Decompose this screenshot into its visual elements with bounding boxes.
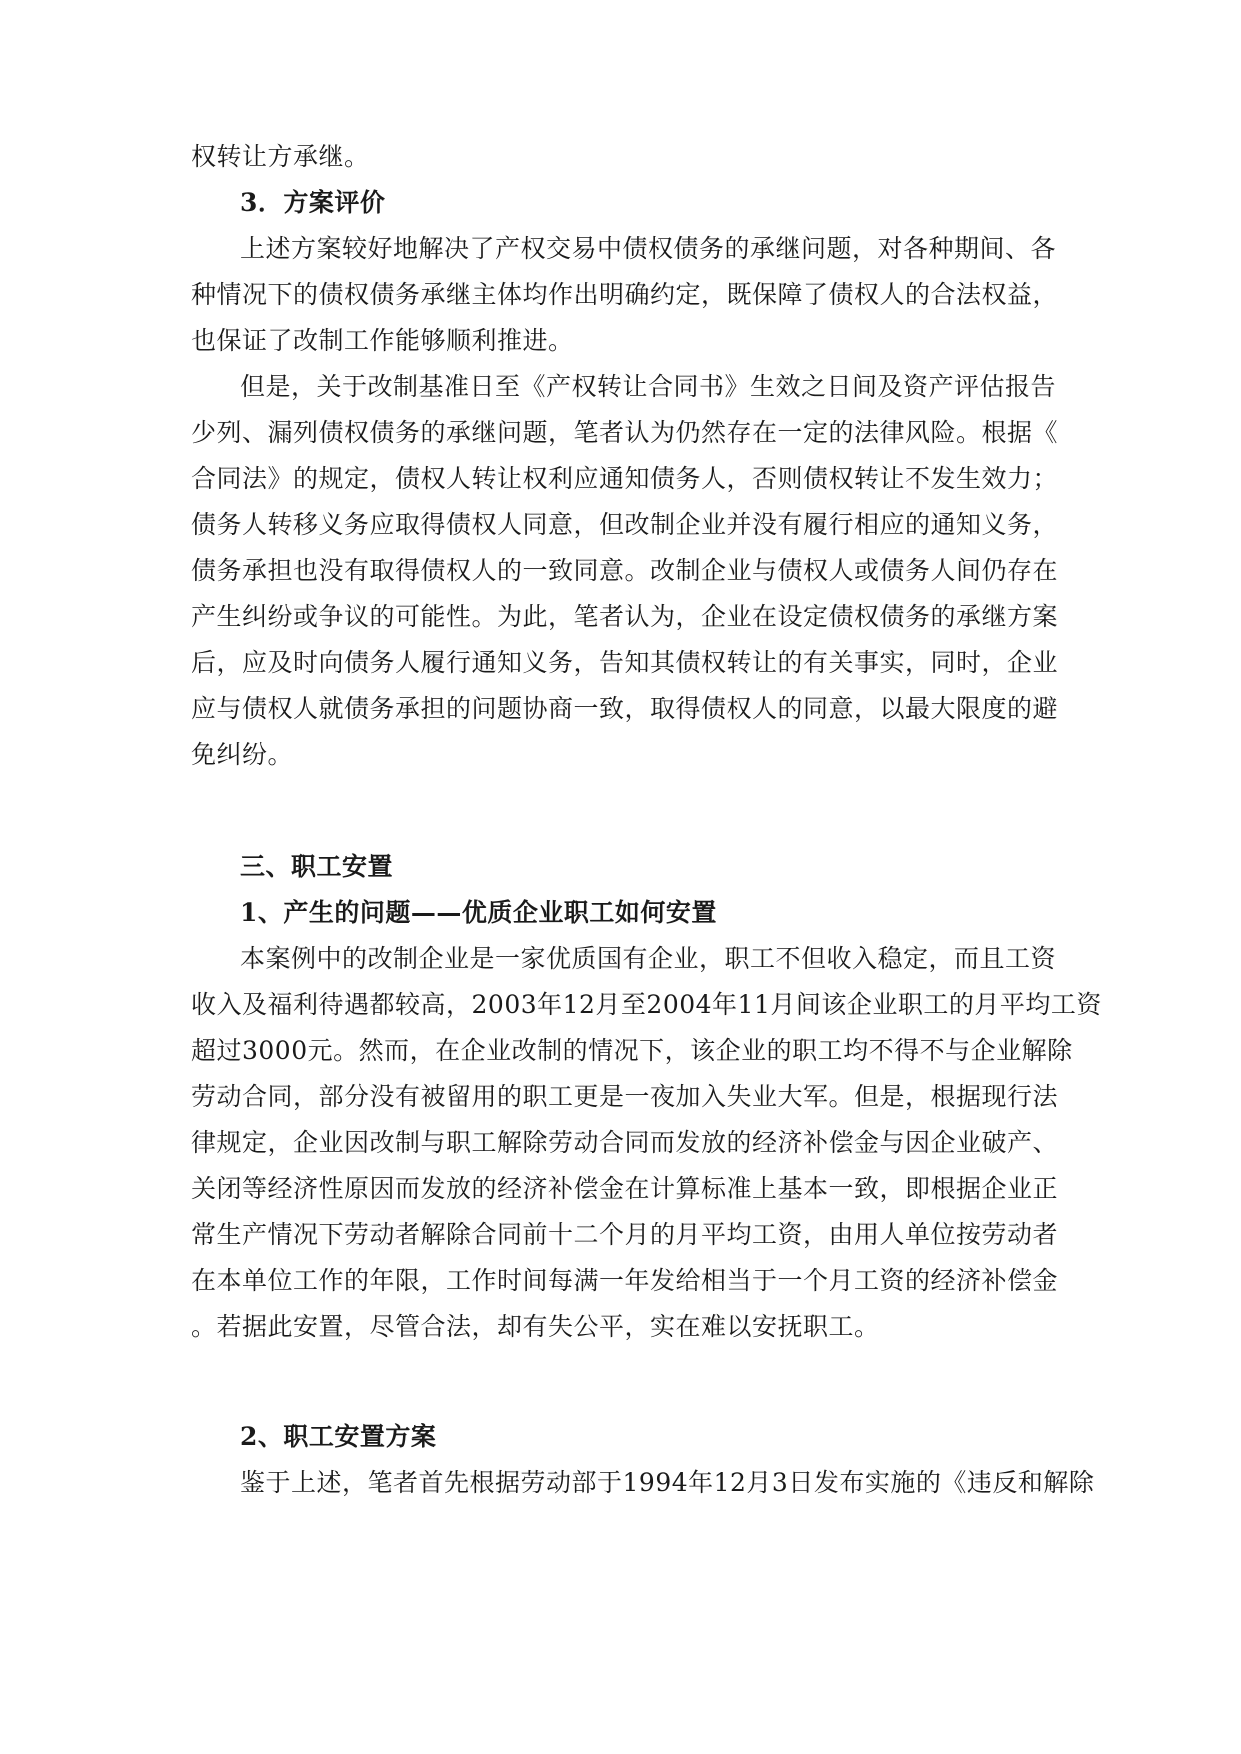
paragraph-line: 应与债权人就债务承担的问题协商一致，取得债权人的同意，以最大限度的避 xyxy=(191,694,1059,723)
paragraph-line: 超过3000元。然而，在企业改制的情况下，该企业的职工均不得不与企业解除 xyxy=(191,1036,1073,1065)
paragraph-line: 也保证了改制工作能够顺利推进。 xyxy=(191,326,574,355)
paragraph-line: 收入及福利待遇都较高，2003年12月至2004年11月间该企业职工的月平均工资 xyxy=(191,990,1102,1019)
paragraph-line: 权转让方承继。 xyxy=(191,142,370,171)
paragraph-line: 但是，关于改制基准日至《产权转让合同书》生效之日间及资产评估报告 xyxy=(240,372,1057,401)
paragraph-line: 常生产情况下劳动者解除合同前十二个月的月平均工资，由用人单位按劳动者 xyxy=(191,1220,1059,1249)
paragraph-line: 产生纠纷或争议的可能性。为此，笔者认为，企业在设定债权债务的承继方案 xyxy=(191,602,1059,631)
paragraph-line: 关闭等经济性原因而发放的经济补偿金在计算标准上基本一致，即根据企业正 xyxy=(191,1174,1059,1203)
subsection-heading: 1、产生的问题——优质企业职工如何安置 xyxy=(240,898,717,927)
paragraph-line: 律规定，企业因改制与职工解除劳动合同而发放的经济补偿金与因企业破产、 xyxy=(191,1128,1059,1157)
paragraph-line: 鉴于上述，笔者首先根据劳动部于1994年12月3日发布实施的《违反和解除 xyxy=(240,1468,1095,1497)
paragraph-line: 。若据此安置，尽管合法，却有失公平，实在难以安抚职工。 xyxy=(191,1312,880,1341)
paragraph-line: 本案例中的改制企业是一家优质国有企业，职工不但收入稳定，而且工资 xyxy=(240,944,1057,973)
paragraph-line: 免纠纷。 xyxy=(191,740,294,769)
paragraph-line: 上述方案较好地解决了产权交易中债权债务的承继问题，对各种期间、各 xyxy=(240,234,1057,263)
paragraph-line: 债务承担也没有取得债权人的一致同意。改制企业与债权人或债务人间仍存在 xyxy=(191,556,1059,585)
paragraph-line: 少列、漏列债权债务的承继问题，笔者认为仍然存在一定的法律风险。根据《 xyxy=(191,418,1059,447)
paragraph-line: 合同法》的规定，债权人转让权利应通知债务人，否则债权转让不发生效力； xyxy=(191,464,1059,493)
paragraph-line: 劳动合同，部分没有被留用的职工更是一夜加入失业大军。但是，根据现行法 xyxy=(191,1082,1059,1111)
paragraph-line: 后，应及时向债务人履行通知义务，告知其债权转让的有关事实，同时，企业 xyxy=(191,648,1059,677)
section-heading: 三、职工安置 xyxy=(240,852,394,881)
subsection-heading: 2、职工安置方案 xyxy=(240,1422,437,1451)
paragraph-line: 债务人转移义务应取得债权人同意，但改制企业并没有履行相应的通知义务， xyxy=(191,510,1059,539)
section-heading: 3．方案评价 xyxy=(240,188,386,217)
paragraph-line: 种情况下的债权债务承继主体均作出明确约定，既保障了债权人的合法权益， xyxy=(191,280,1059,309)
paragraph-line: 在本单位工作的年限，工作时间每满一年发给相当于一个月工资的经济补偿金 xyxy=(191,1266,1059,1295)
